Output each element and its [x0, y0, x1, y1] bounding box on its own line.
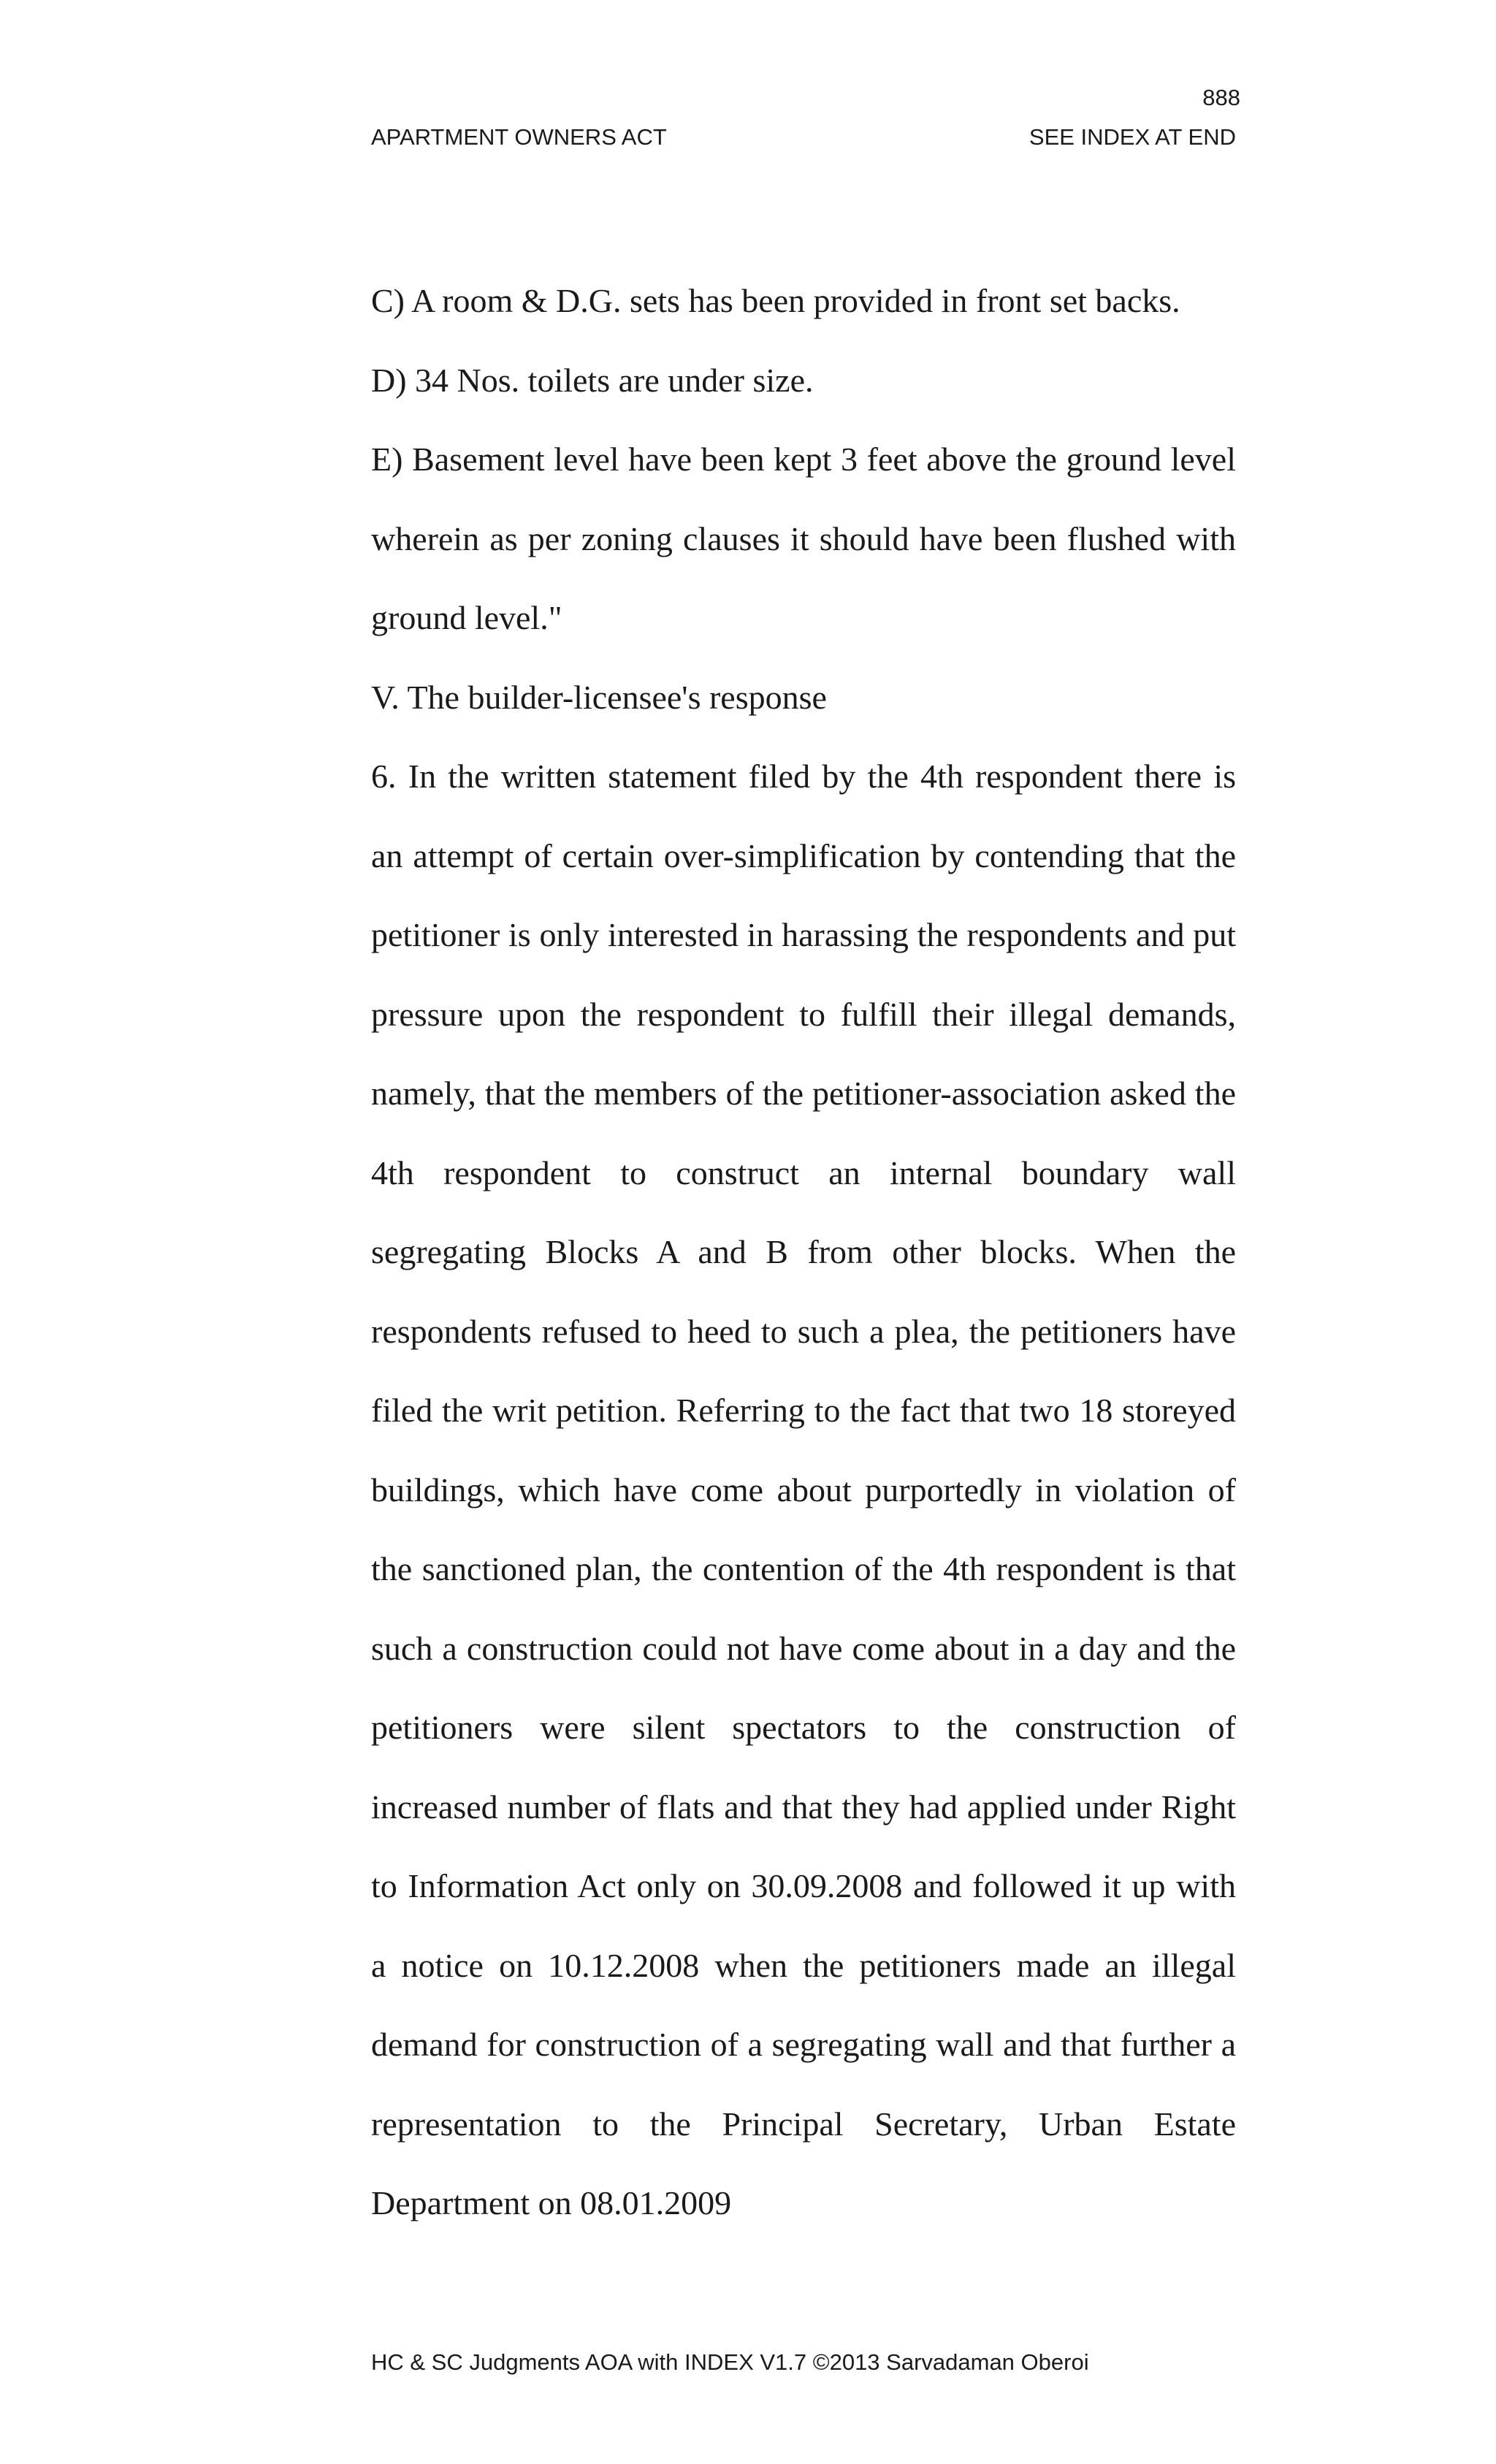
header-right-note: SEE INDEX AT END — [1028, 124, 1236, 150]
paragraph-clause-c: C) A room & D.G. sets has been provided in front set backs. — [371, 282, 1180, 319]
paragraph-clause-e: E) Basement level have been kept 3 feet above the ground level wherein as per zoning clauses it should have been flushed with ground level." — [371, 440, 1236, 636]
paragraph-clause-d: D) 34 Nos. toilets are under size. — [371, 361, 814, 399]
section-heading: V. The builder-licensee's response — [371, 678, 827, 716]
page-number: 888 — [1202, 85, 1240, 110]
paragraph-6: 6. In the written statement filed by the 4th respondent there is an attempt of certain over-simplification by contending that the petitioner is only interested in harassing the respondents and put pressure upon the respondent to fulfill their illegal demands, namely, that the members of the petitioner-association asked the 4th respondent to construct an internal boundary wall segregating Blocks A and B from other blocks. When the respondents refused to heed to such a plea, the petitioners have filed the writ petition. Referring to the fact that two 18 storeyed buildings, which have come about purportedly in violation of the sanctioned plan, the contention of the 4th respondent is that such a construction could not have come about in a day and the petitioners were silent spectators to the construction of increased number of flats and that they had applied under Right to Information Act only on 30.09.2008 and followed it up with a notice on 10.12.2008 when the petitioners made an illegal demand for construction of a segregating wall and that further a representation to the Principal Secretary, Urban Estate Department on 08.01.2009 — [371, 758, 1236, 2221]
running-header — [371, 126, 1236, 148]
header-left-title: APARTMENT OWNERS ACT — [371, 124, 667, 150]
page-footer: HC & SC Judgments AOA with INDEX V1.7 ©2013 Sarvadaman Oberoi — [371, 2349, 1089, 2375]
document-body — [371, 262, 1236, 2243]
